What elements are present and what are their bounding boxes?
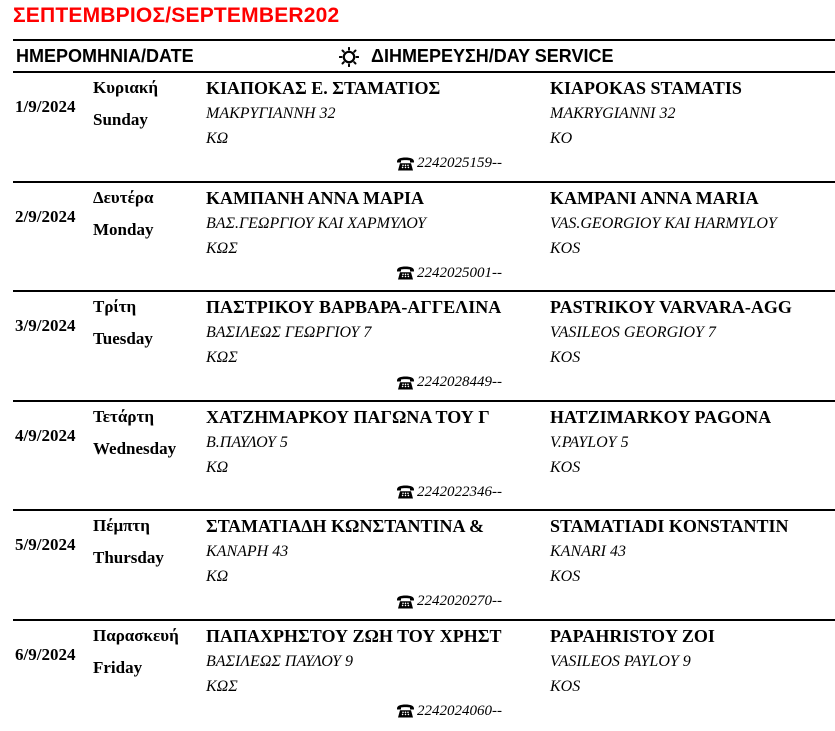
weekday-greek: Δευτέρα xyxy=(93,187,154,207)
schedule-entry xyxy=(13,72,835,180)
pharmacy-name-english: KIAPOKAS STAMATIS xyxy=(550,78,742,98)
entry-date: 6/9/2024 xyxy=(15,644,76,664)
phone-number xyxy=(396,703,502,720)
address-english: KANARI 43 xyxy=(550,543,626,560)
phone-text: 2242022346-- xyxy=(417,483,502,500)
pharmacy-name-greek: ΣΤΑΜΑΤΙΑΔΗ ΚΩΝΣΤΑΝΤΙΝΑ & xyxy=(206,516,485,536)
entry-date: 5/9/2024 xyxy=(15,535,76,554)
phone-number xyxy=(396,155,502,172)
pharmacy-name-greek: ΠΑΠΑΧΡΗΣΤΟΥ ΖΩΗ ΤΟΥ ΧΡΗΣΤ xyxy=(206,625,502,646)
pharmacy-name-english: PAPAHRISTOY ZOI xyxy=(550,625,715,646)
schedule-entry xyxy=(13,510,835,618)
city-english: KOS xyxy=(550,677,581,695)
pharmacy-name-greek: ΠΑΣΤΡΙΚΟΥ ΒΑΡΒΑΡΑ-ΑΓΓΕΛΙΝΑ xyxy=(206,297,502,317)
weekday-english: Wednesday xyxy=(93,438,177,458)
address-greek: ΚΑΝΑΡΗ 43 xyxy=(206,543,289,560)
entry-date: 3/9/2024 xyxy=(15,316,76,335)
schedule-entry xyxy=(13,620,835,728)
phone-text: 2242024060-- xyxy=(417,702,502,719)
telephone-icon xyxy=(396,704,415,718)
telephone-icon xyxy=(396,595,415,609)
city-english: KOS xyxy=(550,239,581,257)
phone-number xyxy=(396,265,502,282)
pharmacy-name-greek: ΧΑΤΖΗΜΑΡΚΟΥ ΠΑΓΩΝΑ ΤΟΥ Γ xyxy=(206,406,490,427)
phone-number xyxy=(396,374,502,391)
address-english: VAS.GEORGIOY KAI HARMYLOY xyxy=(550,214,777,232)
phone-text: 2242025159-- xyxy=(417,155,502,171)
phone-number xyxy=(396,593,502,610)
weekday-english: Monday xyxy=(93,219,154,239)
table-header xyxy=(16,44,835,70)
telephone-icon xyxy=(396,376,415,390)
city-english: KOS xyxy=(550,349,581,366)
address-greek: ΒΑΣΙΛΕΩΣ ΠΑΥΛΟΥ 9 xyxy=(206,652,354,670)
phone-text: 2242025001-- xyxy=(417,264,502,281)
address-greek: ΜΑΚΡΥΓΙΑΝΝΗ 32 xyxy=(206,105,336,122)
weekday-greek: Πέμπτη xyxy=(93,516,150,535)
sun-icon xyxy=(339,47,359,67)
city-greek: ΚΩΣ xyxy=(206,349,238,366)
address-greek: Β.ΠΑΥΛΟΥ 5 xyxy=(206,433,288,451)
entry-date: 2/9/2024 xyxy=(15,206,76,226)
telephone-icon xyxy=(396,266,415,280)
address-greek: ΒΑΣΙΛΕΩΣ ΓΕΩΡΓΙΟΥ 7 xyxy=(206,324,372,341)
city-english: KOS xyxy=(550,568,581,585)
schedule-entry xyxy=(13,182,835,290)
weekday-greek: Κυριακή xyxy=(93,78,158,97)
telephone-icon xyxy=(396,157,415,171)
schedule-entry xyxy=(13,291,835,399)
city-english: KO xyxy=(550,130,573,147)
pharmacy-name-english: PASTRIKOY VARVARA-AGG xyxy=(550,297,792,317)
address-english: VASILEOS PAYLOY 9 xyxy=(550,652,691,670)
address-greek: ΒΑΣ.ΓΕΩΡΓΙΟΥ ΚΑΙ ΧΑΡΜΥΛΟΥ xyxy=(206,214,427,232)
phone-text: 2242020270-- xyxy=(417,593,502,609)
address-english: MAKRYGIANNI 32 xyxy=(550,105,676,122)
weekday-english: Sunday xyxy=(93,110,148,129)
weekday-greek: Τρίτη xyxy=(93,297,137,316)
address-english: V.PAYLOY 5 xyxy=(550,433,629,451)
phone-number xyxy=(396,484,502,501)
pharmacy-name-english: KAMPANI ANNA MARIA xyxy=(550,187,759,208)
pharmacy-name-greek: ΚΙΑΠΟΚΑΣ Ε. ΣΤΑΜΑΤΙΟΣ xyxy=(206,78,441,98)
entry-date: 4/9/2024 xyxy=(15,425,76,445)
phone-text: 2242028449-- xyxy=(417,374,502,390)
address-english: VASILEOS GEORGIOY 7 xyxy=(550,324,716,341)
date-column-header: ΗΜΕΡΟΜΗΝΙΑ/DATE xyxy=(16,46,194,66)
schedule-entry xyxy=(13,401,835,509)
weekday-english: Thursday xyxy=(93,548,164,567)
pharmacy-name-greek: ΚΑΜΠΑΝΗ ΑΝΝΑ ΜΑΡΙΑ xyxy=(206,187,424,208)
weekday-english: Friday xyxy=(93,657,143,677)
weekday-english: Tuesday xyxy=(93,329,153,348)
pharmacy-name-english: HATZIMARKOY PAGONA xyxy=(550,406,772,427)
city-greek: ΚΩΣ xyxy=(206,239,238,257)
city-greek: ΚΩ xyxy=(206,458,229,476)
entry-date: 1/9/2024 xyxy=(15,97,76,116)
weekday-greek: Παρασκευή xyxy=(93,625,179,645)
header-top-rule xyxy=(13,39,835,41)
weekday-greek: Τετάρτη xyxy=(93,406,154,426)
service-column-header xyxy=(339,46,613,67)
city-greek: ΚΩ xyxy=(206,130,229,147)
page-title: ΣΕΠΤΕΜΒΡΙΟΣ/SEPTEMBER202 xyxy=(13,4,340,27)
city-greek: ΚΩΣ xyxy=(206,677,238,695)
city-english: KOS xyxy=(550,458,581,476)
city-greek: ΚΩ xyxy=(206,568,229,585)
telephone-icon xyxy=(396,485,415,499)
pharmacy-name-english: STAMATIADI KONSTANTIN xyxy=(550,516,789,536)
service-label: ΔΙΗΜΕΡΕΥΣΗ/DAY SERVICE xyxy=(371,46,614,66)
